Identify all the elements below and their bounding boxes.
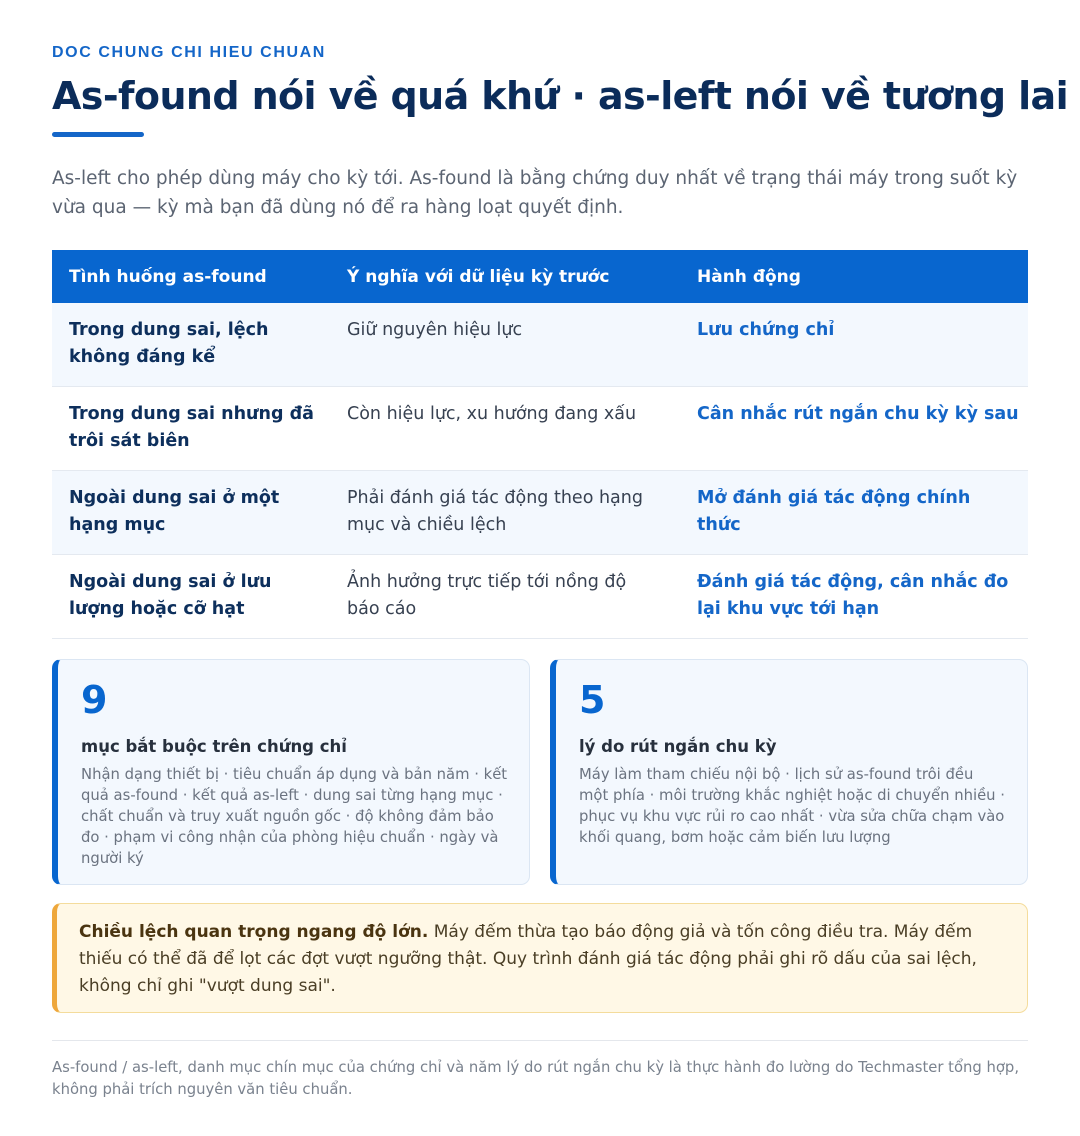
page bbox=[52, 0, 1069, 1101]
eyebrow: DOC CHUNG CHI HIEU CHUAN bbox=[52, 44, 326, 61]
table-header bbox=[52, 250, 1028, 303]
callout-text: Máy đếm thừa tạo báo động giả và tốn công điều tra. Máy đếm thiếu có thể đã để lọt các đợt vượt ngưỡng thật. Quy trình đánh giá tác động phải ghi rõ dấu của sai lệch, không chỉ ghi "vượt dung sai". bbox=[79, 922, 977, 996]
table-row bbox=[52, 387, 1028, 471]
row-situation: Trong dung sai nhưng đã trôi sát biên bbox=[69, 404, 314, 451]
header-meaning: Ý nghĩa với dữ liệu kỳ trước bbox=[347, 266, 610, 287]
footnote: As-found / as-left, danh mục chín mục của chứng chỉ và năm lý do rút ngắn chu kỳ là thực hành đo lường do Techmaster tổng hợp, không phải trích nguyên văn tiêu chuẩn. bbox=[52, 1059, 1020, 1098]
row-situation: Ngoài dung sai ở lưu lượng hoặc cỡ hạt bbox=[69, 572, 272, 619]
warning-callout bbox=[52, 903, 1028, 1013]
callout-emphasis: Chiều lệch quan trọng ngang độ lớn. bbox=[79, 922, 429, 942]
stat-number: 9 bbox=[81, 678, 108, 722]
title-underline bbox=[52, 132, 144, 137]
stat-number: 5 bbox=[579, 678, 606, 722]
stat-description: Nhận dạng thiết bị · tiêu chuẩn áp dụng và bản năm · kết quả as-found · kết quả as-left · dung sai từng hạng mục · chất chuẩn và truy xuất nguồn gốc · độ không đảm bảo đo · phạm vi công nhận của phòng hiệu chuẩn · ngày và người ký bbox=[81, 766, 508, 867]
table-row bbox=[52, 471, 1028, 555]
page-title: As-found nói về quá khứ · as-left nói về tương lai bbox=[52, 74, 1069, 118]
stat-cards bbox=[52, 659, 1028, 885]
stat-card-shorten-reasons bbox=[550, 659, 1028, 885]
stat-description: Máy làm tham chiếu nội bộ · lịch sử as-found trôi đều một phía · môi trường khắc nghiệt hoặc di chuyển nhiều · phục vụ khu vực rủi ro cao nhất · vừa sửa chữa chạm vào khối quang, bơm hoặc cảm biến lưu lượng bbox=[579, 766, 1005, 846]
row-situation: Ngoài dung sai ở một hạng mục bbox=[69, 488, 280, 535]
header-action: Hành động bbox=[697, 266, 801, 287]
row-meaning: Giữ nguyên hiệu lực bbox=[347, 320, 523, 340]
row-situation: Trong dung sai, lệch không đáng kể bbox=[69, 320, 269, 367]
row-meaning: Phải đánh giá tác động theo hạng mục và chiều lệch bbox=[347, 488, 643, 535]
stat-label: mục bắt buộc trên chứng chỉ bbox=[81, 737, 347, 756]
stat-card-certificate-items bbox=[52, 659, 530, 885]
row-action: Cân nhắc rút ngắn chu kỳ kỳ sau bbox=[697, 404, 1019, 424]
table-row bbox=[52, 555, 1028, 639]
header-situation: Tình huống as-found bbox=[69, 266, 267, 287]
table-row bbox=[52, 303, 1028, 387]
row-action: Mở đánh giá tác động chính thức bbox=[697, 488, 971, 535]
as-found-table bbox=[52, 250, 1028, 639]
footer-divider bbox=[52, 1040, 1028, 1041]
row-action: Đánh giá tác động, cân nhắc đo lại khu vực tới hạn bbox=[697, 572, 1009, 619]
row-action: Lưu chứng chỉ bbox=[697, 320, 835, 340]
lead-paragraph: As-left cho phép dùng máy cho kỳ tới. As-found là bằng chứng duy nhất về trạng thái máy trong suốt kỳ vừa qua — kỳ mà bạn đã dùng nó để ra hàng loạt quyết định. bbox=[52, 168, 1018, 218]
stat-label: lý do rút ngắn chu kỳ bbox=[579, 737, 777, 756]
row-meaning: Còn hiệu lực, xu hướng đang xấu bbox=[347, 404, 637, 424]
row-meaning: Ảnh hưởng trực tiếp tới nồng độ báo cáo bbox=[347, 572, 627, 619]
